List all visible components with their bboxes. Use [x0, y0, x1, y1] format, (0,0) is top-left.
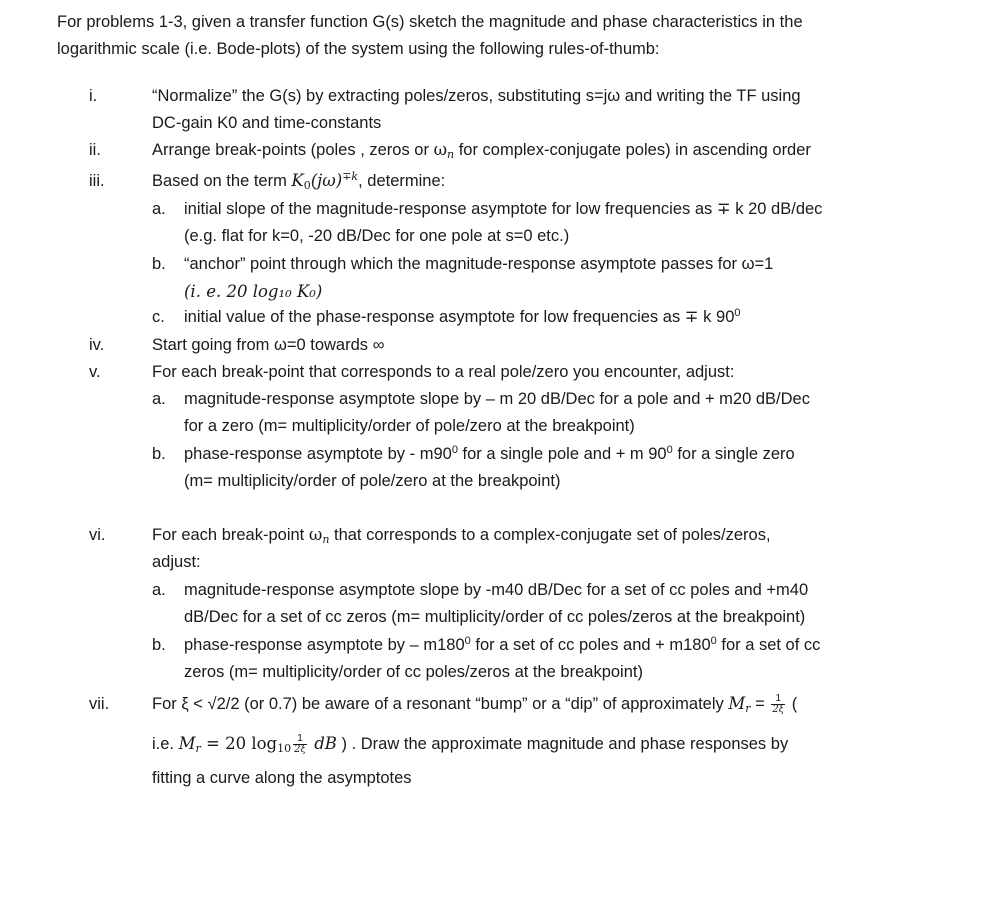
- item-vi-line-2: adjust:: [152, 553, 201, 571]
- item-v-b-letter: b.: [152, 445, 166, 463]
- fraction-numerator: 1: [293, 734, 307, 745]
- mr-symbol: M: [178, 734, 196, 753]
- mr-subscript: r: [195, 742, 201, 755]
- item-ii-post: for complex-conjugate poles) in ascending order: [454, 141, 811, 159]
- item-v-b-line-1: [184, 443, 795, 465]
- item-vii-line-1: [152, 693, 797, 715]
- omega-subscript: n: [447, 148, 455, 161]
- item-vi-line-1: [152, 524, 771, 546]
- item-i-line-2: DC-gain K0 and time-constants: [152, 114, 382, 132]
- mr-subscript: r: [745, 702, 751, 715]
- item-iii-number: iii.: [89, 172, 105, 190]
- item-iv-number: iv.: [89, 336, 105, 354]
- fraction: [293, 734, 307, 755]
- k0-symbol: K: [291, 171, 304, 190]
- item-vi-a-line-2: dB/Dec for a set of cc zeros (m= multiplicity/order of cc poles/zeros at the breakpoint): [184, 608, 806, 626]
- item-iii-c-pre: initial value of the phase-response asymptote for low frequencies as ∓ k 90: [184, 308, 735, 326]
- item-iii-b-line-2: (i. e. 20 log₁₀ K₀): [184, 282, 323, 301]
- item-i-number: i.: [89, 87, 98, 105]
- item-iii-pre: Based on the term: [152, 172, 292, 190]
- degree-sup: 0: [734, 307, 741, 319]
- intro-line-2: logarithmic scale (i.e. Bode-plots) of the system using the following rules-of-thumb:: [57, 40, 660, 58]
- item-vii-line2-pre: i.e.: [152, 735, 179, 753]
- item-vi-b-letter: b.: [152, 636, 166, 654]
- omega-symbol: ω: [308, 525, 323, 544]
- fraction-denominator: 2ξ: [294, 744, 306, 756]
- degree-sup: 0: [666, 444, 673, 456]
- mr-equals: =: [750, 695, 770, 713]
- degree-sup: 0: [464, 635, 471, 647]
- intro-line-1: For problems 1-3, given a transfer function G(s) sketch the magnitude and phase characteristics in the: [57, 13, 803, 31]
- db-unit: dB: [309, 734, 337, 753]
- item-iii-a-line-1: initial slope of the magnitude-response asymptote for low frequencies as ∓ k 20 dB/dec: [184, 200, 823, 218]
- jw-term: (jω): [310, 171, 343, 190]
- item-v-b-pre: phase-response asymptote by - m90: [184, 445, 452, 463]
- item-ii-line-1: [152, 139, 811, 161]
- item-v-number: v.: [89, 363, 101, 381]
- omega-symbol: ω: [433, 140, 448, 159]
- omega-subscript: n: [322, 533, 330, 546]
- mr-formula: = 20 log: [200, 734, 278, 753]
- item-v-b-post: for a single zero: [672, 445, 795, 463]
- item-iii-b-line-1: “anchor” point through which the magnitude-response asymptote passes for ω=1: [184, 255, 774, 273]
- item-vii-number: vii.: [89, 695, 110, 713]
- jw-exponent: ∓k: [342, 170, 359, 183]
- item-iii-c-line-1: [184, 306, 741, 328]
- item-vi-a-line-1: magnitude-response asymptote slope by -m40 dB/Dec for a set of cc poles and +m40: [184, 581, 809, 599]
- degree-sup: 0: [710, 635, 717, 647]
- fraction-numerator: 1: [771, 694, 785, 705]
- mr-symbol: M: [728, 694, 746, 713]
- item-v-b-line-2: (m= multiplicity/order of pole/zero at the breakpoint): [184, 472, 561, 490]
- item-iv-line-1: Start going from ω=0 towards ∞: [152, 336, 385, 354]
- item-vi-b-mid: for a set of cc poles and + m180: [470, 636, 711, 654]
- item-vii-line-2: [152, 733, 788, 755]
- item-v-a-letter: a.: [152, 390, 166, 408]
- omega-n-symbol: [434, 140, 455, 159]
- fraction-denominator: 2ξ: [772, 704, 785, 716]
- item-iii-c-letter: c.: [152, 308, 165, 326]
- item-vi-number: vi.: [89, 526, 106, 544]
- item-vi-post: that corresponds to a complex-conjugate set of poles/zeros,: [329, 526, 771, 544]
- item-iii-b-letter: b.: [152, 255, 166, 273]
- item-vi-a-letter: a.: [152, 581, 166, 599]
- item-vii-line-3: fitting a curve along the asymptotes: [152, 769, 412, 787]
- fraction: [771, 694, 785, 715]
- item-v-line-1: For each break-point that corresponds to a real pole/zero you encounter, adjust:: [152, 363, 735, 381]
- log-base: 10: [277, 742, 292, 755]
- open-paren: (: [787, 695, 798, 713]
- omega-n-symbol: [309, 525, 330, 544]
- item-iii-line-1: [152, 170, 445, 192]
- item-vi-b-line-1: [184, 634, 820, 656]
- item-v-a-line-2: for a zero (m= multiplicity/order of pole/zero at the breakpoint): [184, 417, 635, 435]
- item-v-b-mid: for a single pole and + m 90: [457, 445, 667, 463]
- k0-subscript: 0: [303, 179, 311, 192]
- item-ii-pre: Arrange break-points (poles , zeros or: [152, 141, 434, 159]
- item-i-line-1: “Normalize” the G(s) by extracting poles/zeros, substituting s=jω and writing the TF using: [152, 87, 801, 105]
- item-vii-line2-post: ) . Draw the approximate magnitude and phase responses by: [336, 735, 789, 753]
- item-v-a-line-1: magnitude-response asymptote slope by – m 20 dB/Dec for a pole and + m20 dB/Dec: [184, 390, 810, 408]
- item-vi-pre: For each break-point: [152, 526, 309, 544]
- degree-sup: 0: [451, 444, 458, 456]
- item-iii-a-letter: a.: [152, 200, 166, 218]
- item-vi-b-pre: phase-response asymptote by – m180: [184, 636, 465, 654]
- item-iii-a-line-2: (e.g. flat for k=0, -20 dB/Dec for one pole at s=0 etc.): [184, 227, 570, 245]
- item-ii-number: ii.: [89, 141, 101, 159]
- item-iii-post: , determine:: [358, 172, 446, 190]
- item-vii-pre: For ξ < √2/2 (or 0.7) be aware of a resonant “bump” or a “dip” of approximately: [152, 695, 729, 713]
- item-vi-b-post: for a set of cc: [716, 636, 821, 654]
- item-vi-b-line-2: zeros (m= multiplicity/order of cc poles/zeros at the breakpoint): [184, 663, 643, 681]
